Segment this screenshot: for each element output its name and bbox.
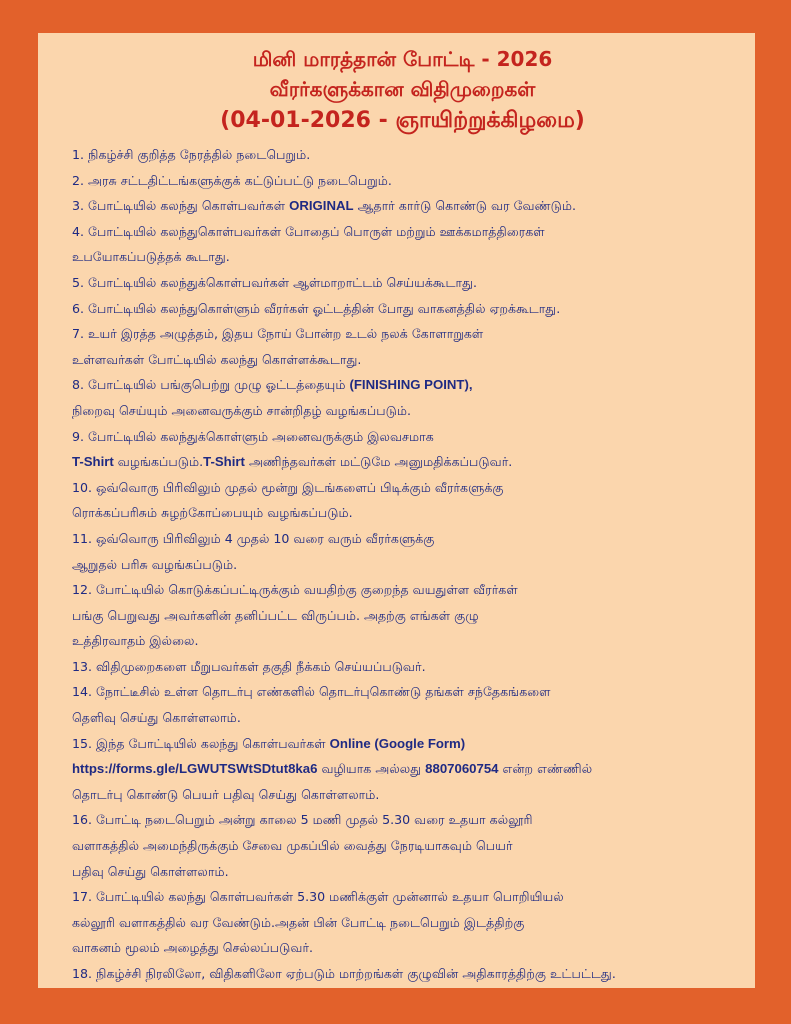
rule-line <box>72 577 733 603</box>
rule-line <box>72 679 733 705</box>
rule-text: என்ற எண்ணில் <box>498 761 593 777</box>
rule-line <box>72 756 733 782</box>
rule-text: ஆதார் கார்டு கொண்டு வர வேண்டும். <box>353 198 576 214</box>
rule-line <box>72 142 733 168</box>
rule-text: உள்ளவர்கள் போட்டியில் கலந்து கொள்ளக்கூடாது. <box>72 351 362 367</box>
rule-line <box>72 526 733 552</box>
rule-line <box>72 321 733 347</box>
rule-line <box>72 782 733 808</box>
rule-text: 12. போட்டியில் கொடுக்கப்பட்டிருக்கும் வயதிற்கு குறைந்த வயதுள்ள வீரர்கள் <box>72 582 518 598</box>
rule-text: 3. போட்டியில் கலந்து கொள்பவர்கள் <box>72 198 290 214</box>
rule-line <box>72 219 733 245</box>
rules-list <box>72 142 733 987</box>
rule-text: 6. போட்டியில் கலந்துகொள்ளும் வீரர்கள் ஓட்டத்தின் போது வாகனத்தில் ஏறக்கூடாது. <box>72 300 561 316</box>
rule-line <box>72 910 733 936</box>
rule-text: 16. போட்டி நடைபெறும் அன்று காலை 5 மணி முதல் 5.30 வரை உதயா கல்லூரி <box>72 812 533 828</box>
rule-text: பங்கு பெறுவது அவர்களின் தனிப்பட்ட விருப்பம். அதற்கு எங்கள் குழு <box>72 607 479 623</box>
rule-emphasis: Online (Google Form) <box>329 735 466 751</box>
rule-line <box>72 398 733 424</box>
rule-text: கல்லூரி வளாகத்தில் வர வேண்டும்.அதன் பின் போட்டி நடைபெறும் இடத்திற்கு <box>72 914 525 930</box>
rule-text: வழங்கப்படும். <box>113 454 204 470</box>
rule-line <box>72 807 733 833</box>
rule-line <box>72 424 733 450</box>
rule-text: 7. உயர் இரத்த அழுத்தம், இதய நோய் போன்ற உடல் நலக் கோளாறுகள் <box>72 326 484 342</box>
rule-text: 18. நிகழ்ச்சி நிரலிலோ, விதிகளிலோ ஏற்படும் மாற்றங்கள் குழுவின் அதிகாரத்திற்கு உட்பட்டது. <box>72 966 616 981</box>
rule-line <box>72 628 733 654</box>
rule-line <box>72 347 733 373</box>
rule-emphasis: T-Shirt <box>72 454 114 470</box>
rule-text: வளாகத்தில் அமைந்திருக்கும் சேவை முகப்பில் வைத்து நேரடியாகவும் பெயர் <box>72 838 513 854</box>
rule-line <box>72 603 733 629</box>
rule-line <box>72 168 733 194</box>
rule-line <box>72 654 733 680</box>
rule-line <box>72 884 733 910</box>
rule-line <box>72 244 733 270</box>
rule-text: 13. விதிமுறைகளை மீறுபவர்கள் தகுதி நீக்கம் செய்யப்படுவர். <box>72 658 426 674</box>
rule-text: வாகனம் மூலம் அழைத்து செல்லப்படுவர். <box>72 940 314 956</box>
rule-text: 11. ஒவ்வொரு பிரிவிலும் 4 முதல் 10 வரை வரும் வீரர்களுக்கு <box>72 530 435 546</box>
rule-text: 8. போட்டியில் பங்குபெற்று முழு ஓட்டத்தையும் <box>72 377 350 393</box>
rule-text: தொடர்பு கொண்டு பெயர் பதிவு செய்து கொள்ளலாம். <box>72 786 380 802</box>
rule-line <box>72 500 733 526</box>
rule-text: 4. போட்டியில் கலந்துகொள்பவர்கள் போதைப் பொருள் மற்றும் ஊக்கமாத்திரைகள் <box>72 223 545 239</box>
rule-text: 1. நிகழ்ச்சி குறித்த நேரத்தில் நடைபெறும். <box>72 147 311 162</box>
rule-line <box>72 475 733 501</box>
rule-emphasis: (FINISHING POINT), <box>349 377 473 393</box>
rule-line <box>72 859 733 885</box>
rule-emphasis: https://forms.gle/LGWUTSWtSDtut8ka6 <box>72 761 318 777</box>
rule-line <box>72 705 733 731</box>
rules-notice <box>38 33 755 988</box>
rule-line <box>72 449 733 475</box>
rule-text: நிறைவு செய்யும் அனைவருக்கும் சான்றிதழ் வழங்கப்படும். <box>72 402 411 418</box>
rule-text: ரொக்கப்பரிசும் சுழற்கோப்பையும் வழங்கப்படும். <box>72 505 353 521</box>
rule-line <box>72 193 733 219</box>
rule-text: 9. போட்டியில் கலந்துக்கொள்ளும் அனைவருக்கும் இலவசமாக <box>72 428 434 444</box>
rule-text: 14. நோட்டீசில் உள்ள தொடர்பு எண்களில் தொடர்புகொண்டு தங்கள் சந்தேகங்களை <box>72 684 551 700</box>
rule-line <box>72 296 733 322</box>
rule-text: தெளிவு செய்து கொள்ளலாம். <box>72 710 241 726</box>
rule-text: அணிந்தவர்கள் மட்டுமே அனுமதிக்கப்படுவர். <box>244 454 513 470</box>
rule-emphasis: ORIGINAL <box>289 198 354 214</box>
rule-line <box>72 270 733 296</box>
rule-line <box>72 552 733 578</box>
event-date: (04-01-2026 - ஞாயிற்றுக்கிழமை) <box>220 108 585 133</box>
rule-text: 10. ஒவ்வொரு பிரிவிலும் முதல் மூன்று இடங்களைப் பிடிக்கும் வீரர்களுக்கு <box>72 479 504 495</box>
rule-text: பதிவு செய்து கொள்ளலாம். <box>72 863 229 879</box>
rule-text: உத்திரவாதம் இல்லை. <box>72 633 199 649</box>
event-title: மினி மாரத்தான் போட்டி - 2026 <box>252 47 553 71</box>
rule-text: 15. இந்த போட்டியில் கலந்து கொள்பவர்கள் <box>72 735 330 751</box>
rules-heading: வீரர்களுக்கான விதிமுறைகள் <box>269 77 536 101</box>
rule-text: 2. அரசு சட்டதிட்டங்களுக்குக் கட்டுப்பட்டு நடைபெறும். <box>72 172 392 188</box>
rule-line <box>72 935 733 961</box>
rule-text: 5. போட்டியில் கலந்துக்கொள்பவர்கள் ஆள்மாறாட்டம் செய்யக்கூடாது. <box>72 274 478 290</box>
rule-emphasis: 8807060754 <box>425 761 499 777</box>
rule-text: 17. போட்டியில் கலந்து கொள்பவர்கள் 5.30 மணிக்குள் முன்னால் உதயா பொறியியல் <box>72 889 564 905</box>
rule-text: உபயோகப்படுத்தக் கூடாது. <box>72 249 230 265</box>
rule-line <box>72 961 733 987</box>
rule-text: வழியாக அல்லது <box>317 761 426 777</box>
rule-emphasis: T-Shirt <box>203 454 245 470</box>
rule-text: ஆறுதல் பரிசு வழங்கப்படும். <box>72 556 238 572</box>
rule-line <box>72 372 733 398</box>
rule-line <box>72 833 733 859</box>
rule-line <box>72 731 733 757</box>
